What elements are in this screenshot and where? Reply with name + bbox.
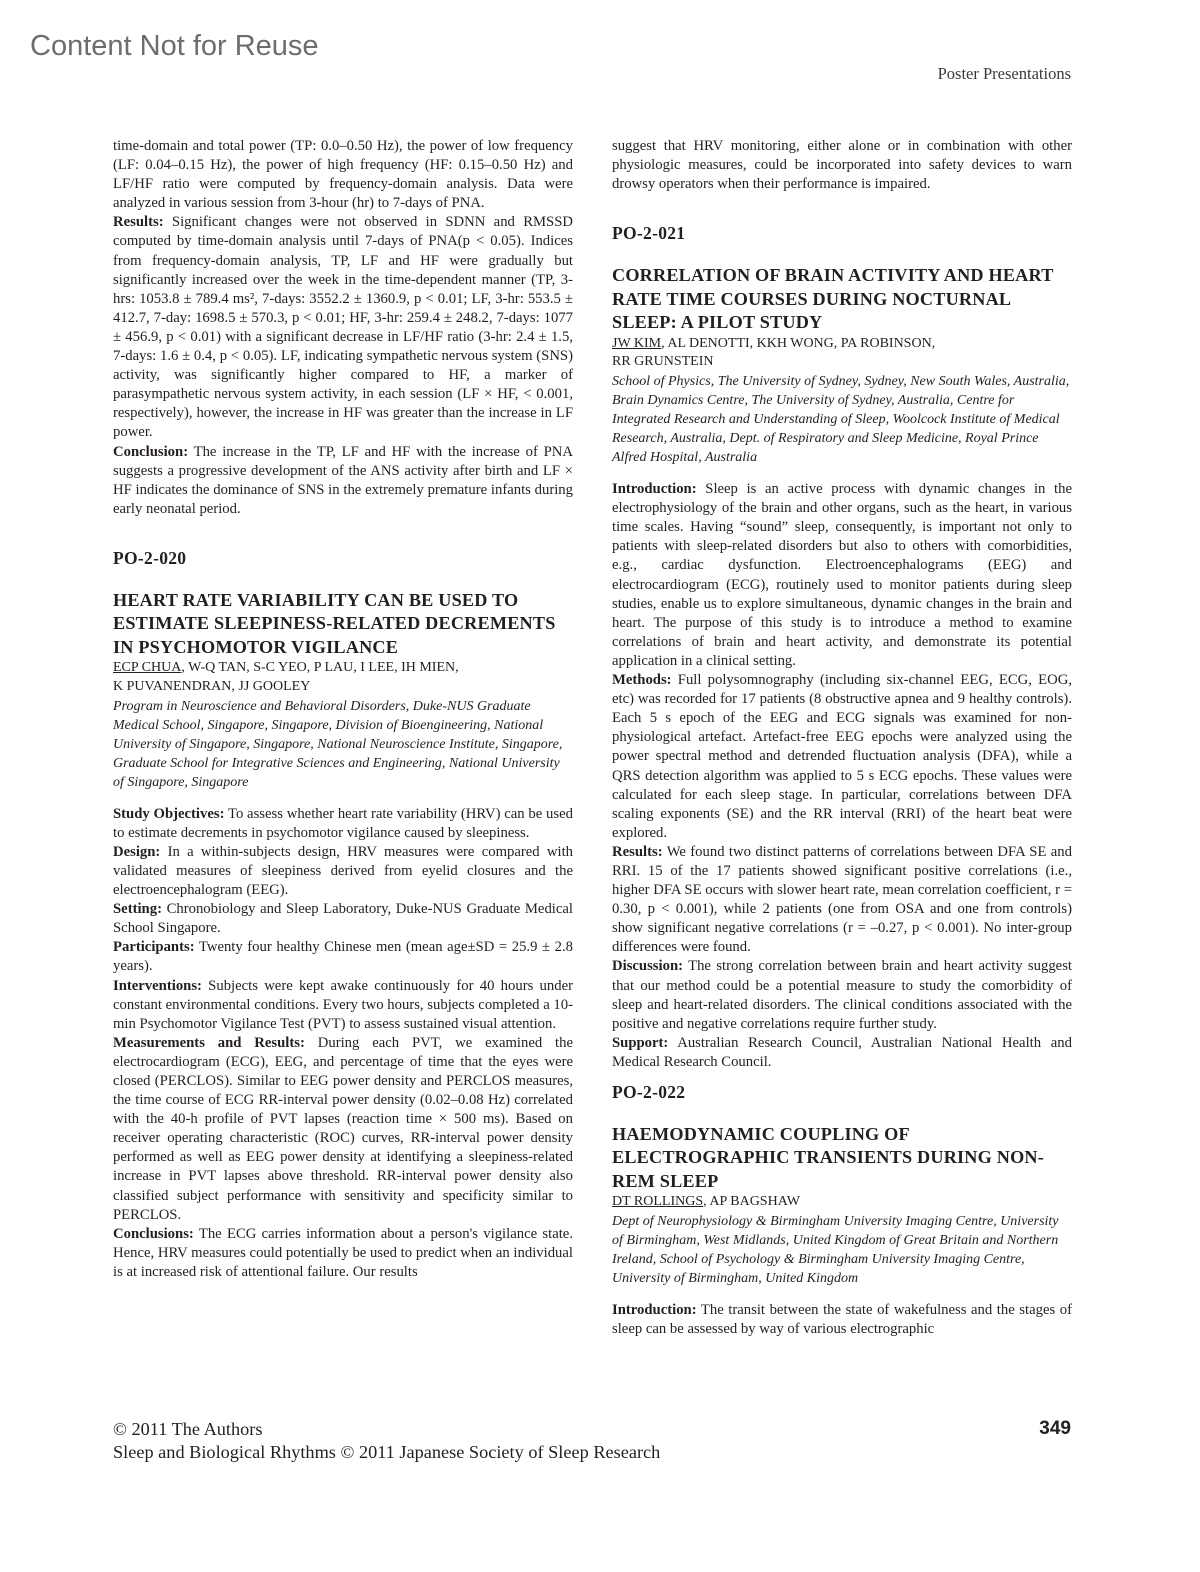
watermark: Content Not for Reuse — [30, 30, 319, 62]
abstract-title: HEART RATE VARIABILITY CAN BE USED TO ESTIMATE SLEEPINESS-RELATED DECREMENTS IN PSYCHOMOTOR VIGILANCE — [113, 589, 556, 657]
author-list — [113, 659, 573, 697]
continuation-paragraph: suggest that HRV monitoring, either alone or in combination with other physiologic measures, could be incorporated into safety devices to warn drowsy operators when their performance is impaired. — [612, 138, 1072, 193]
author-list — [612, 335, 1072, 373]
abstract-section — [113, 843, 573, 900]
section-label: Study Objectives: — [113, 805, 225, 822]
abstract-section — [612, 957, 1072, 1033]
section-text: The increase in the TP, LF and HF with the increase of PNA suggests a progressive development of the ANS activity after birth and LF × HF indicates the dominance of SNS in the extremely premature infants during early neonatal period. — [113, 443, 573, 517]
abstract-id: PO-2-022 — [612, 1082, 686, 1102]
section-label: Measurements and Results: — [113, 1034, 305, 1051]
continuation-paragraph: time-domain and total power (TP: 0.0–0.50 Hz), the power of low frequency (LF: 0.04–0.15 Hz), the power of high frequency (HF: 0.15–0.50 Hz) and LF/HF ratio were computed by frequency-domain analysis. Data were analyzed in various session from 3-hour (hr) to 7-days of PNA. — [113, 138, 573, 212]
presenting-author: ECP CHUA — [113, 660, 182, 676]
running-head: Poster Presentations — [937, 64, 1071, 83]
section-label: Conclusion: — [113, 443, 189, 460]
affiliations: School of Physics, The University of Sydney, Sydney, New South Wales, Australia, Brain Dynamics Centre, The University of Sydney, Australia, Centre for Integrated Research and Understanding of Sleep, Woolcock Institute of Medical Research, Australia, Dept. of Respiratory and Sleep Medicine, Royal Prince Alfred Hospital, Australia — [612, 374, 1070, 466]
presenting-author: JW KIM — [612, 335, 662, 351]
author-list-rest: , AL DENOTTI, KKH WONG, PA ROBINSON, — [661, 335, 936, 351]
results-paragraph — [113, 213, 573, 442]
abstract-id: PO-2-021 — [612, 223, 686, 244]
section-text: Full polysomnography (including six-channel EEG, ECG, EOG, etc) was recorded for 17 patients (8 obstructive apnea and 9 healthy controls). Each 5 s epoch of the EEG and ECG signals was examined for non-physiological artefact. Artefact-free EEG epochs were analyzed using the power spectral method and detrended fluctuation analysis (DFA), while a QRS detection algorithm was applied to 5 s ECG epochs. These values were calculated for each sleep stage. In particular, correlations between DFA scaling exponents (SE) and the RR interval (RRI) of the heart beat were explored. — [612, 672, 1072, 841]
left-column — [113, 137, 573, 1282]
right-column — [612, 137, 1072, 1339]
section-label: Conclusions: — [113, 1225, 194, 1242]
section-text: Chronobiology and Sleep Laboratory, Duke-NUS Graduate Medical School Singapore. — [113, 901, 573, 937]
section-text: Australian Research Council, Australian National Health and Medical Research Council. — [612, 1034, 1072, 1070]
section-text: Twenty four healthy Chinese men (mean age±SD = 25.9 ± 2.8 years). — [113, 939, 573, 975]
section-text: The ECG carries information about a person's vigilance state. Hence, HRV measures could potentially be used to predict when an individual is at increased risk of attentional failure. Our results — [113, 1225, 573, 1280]
section-label: Participants: — [113, 939, 195, 956]
author-list-rest: , W-Q TAN, S-C YEO, P LAU, I LEE, IH MIEN, — [181, 660, 459, 676]
abstract-section — [113, 1034, 573, 1225]
section-text: During each PVT, we examined the electrocardiogram (ECG), EEG, and percentage of time that the eyes were closed (PERCLOS). Similar to EEG power density and PERCLOS measures, the time course of ECG RR-interval power density (0.02–0.08 Hz) correlated with the 40-h profile of PVT lapses (reaction time × 500 ms). Based on receiver operating characteristic (ROC) curves, RR-interval power density performed as well as EEG power density at identifying a sleepiness-related increase in PVT lapses above threshold. RR-interval power density also classified subject performance with sensitivity and specificity similar to PERCLOS. — [113, 1034, 573, 1223]
section-label: Interventions: — [113, 977, 202, 994]
section-label: Discussion: — [612, 958, 684, 975]
affiliations: Dept of Neurophysiology & Birmingham University Imaging Centre, University of Birmingham, West Midlands, United Kingdom of Great Britain and Northern Ireland, School of Psychology & Birmingham University Imaging Centre, University of Birmingham, United Kingdom — [612, 1214, 1059, 1287]
section-text: In a within-subjects design, HRV measures were compared with validated measures of sleepiness derived from eyelid closures and the electroencephalogram (EEG). — [113, 843, 573, 899]
presenting-author: DT ROLLINGS — [612, 1194, 704, 1210]
affiliations: Program in Neuroscience and Behavioral Disorders, Duke-NUS Graduate Medical School, Singapore, Singapore, Division of Bioengineering, National University of Singapore, Singapore, National Neuroscience Institute, Singapore, Graduate School for Integrative Sciences and Engineering, National University of Singapore, Singapore — [113, 698, 563, 790]
section-text: Significant changes were not observed in SDNN and RMSSD computed by time-domain analysis until 7-days of PNA(p < 0.05). Indices from frequency-domain analysis, TP, LF and HF were gradually but significantly increased over the week in the time-dependent manner (TP, 3-hrs: 1053.8 ± 789.4 ms², 7-days: 3552.2 ± 1360.9, p < 0.01; LF, 3-hr: 553.5 ± 412.7, 7-day: 1698.5 ± 570.3, p < 0.01; HF, 3-hr: 259.4 ± 248.2, 7-days: 1077 ± 456.9, p < 0.01) with a significant decrease in LF/HF ratio (3-hr: 2.4 ± 1.5, 7-days: 1.6 ± 0.4, p < 0.05). LF, indicating sympathetic nervous system (SNS) activity, was significantly higher compared to HF, a marker of parasympathetic nervous system activity, in each session (LF × HF, < 0.001, respectively), however, the increase in HF was greater than the increase in LF power. — [113, 214, 573, 441]
abstract-section — [113, 977, 573, 1034]
abstract-title: CORRELATION OF BRAIN ACTIVITY AND HEART RATE TIME COURSES DURING NOCTURNAL SLEEP: A PILOT STUDY — [612, 265, 1054, 333]
section-label: Results: — [113, 214, 164, 231]
footer-credits — [113, 1418, 660, 1464]
section-text: To assess whether heart rate variability (HRV) can be used to estimate decrements in psychomotor vigilance caused by sleepiness. — [113, 805, 573, 841]
copyright-line: © 2011 The Authors — [113, 1419, 263, 1439]
author-list — [612, 1193, 1072, 1212]
abstract-section — [612, 843, 1072, 958]
section-text: The strong correlation between brain and heart activity suggest that our method could be a potential measure to study the comorbidity of sleep and heart-related disorders. The clinical conditions associated with the positive and negative correlations require further study. — [612, 958, 1072, 1032]
author-list-rest: , AP BAGSHAW — [703, 1194, 800, 1210]
abstract-body — [113, 805, 573, 1282]
author-list-line2: RR GRUNSTEIN — [612, 354, 714, 370]
section-text: Subjects were kept awake continuously for 40 hours under constant environmental conditions. Every two hours, subjects completed a 10-min Psychomotor Vigilance Test (PVT) to assess sustained visual attention. — [113, 977, 573, 1032]
section-label: Methods: — [612, 672, 672, 689]
abstract-section — [113, 805, 573, 843]
abstract-section — [113, 938, 573, 976]
section-label: Setting: — [113, 901, 162, 918]
abstract-id: PO-2-020 — [113, 547, 187, 568]
abstract-title: HAEMODYNAMIC COUPLING OF ELECTROGRAPHIC TRANSIENTS DURING NON-REM SLEEP — [612, 1124, 1045, 1191]
journal-line: Sleep and Biological Rhythms © 2011 Japanese Society of Sleep Research — [113, 1442, 661, 1462]
abstract-section — [612, 1034, 1072, 1072]
page-number: 349 — [1039, 1418, 1071, 1439]
section-text: Sleep is an active process with dynamic changes in the electrophysiology of the brain and other organs, such as the heart, in various time scales. Having “sound” sleep, consequently, is important not only to patients with sleep-related disorders but also to others with comorbidities, e.g., cardiac dysfunction. Electroencephalograms (EEG) and electrocardiogram (ECG), routinely used to monitor patients during sleep studies, enable us to explore simultaneous, dynamic changes in the brain and heart. The purpose of this study is to introduce a method to examine correlations of brain and heart activity, and demonstrate its potential application in a clinical setting. — [612, 481, 1072, 669]
abstract-section — [113, 1225, 573, 1282]
abstract-section — [612, 480, 1072, 671]
abstract-body — [612, 480, 1072, 1072]
conclusion-paragraph — [113, 443, 573, 519]
section-label: Introduction: — [612, 481, 697, 498]
section-text: We found two distinct patterns of correlations between DFA SE and RRI. 15 of the 17 patients showed significant positive correlations (i.e., higher DFA SE occurs with slower heart rate, mean correlation coefficient, r = 0.30, p < 0.001), while 2 patients (one from OSA and one from controls) show significant negative correlations (r = –0.27, p < 0.001). No inter-group differences were found. — [612, 843, 1072, 956]
abstract-section — [113, 900, 573, 938]
section-label: Design: — [113, 843, 161, 860]
abstract-section — [612, 671, 1072, 843]
abstract-section — [612, 1301, 1072, 1339]
section-label: Introduction: — [612, 1302, 697, 1319]
section-text: The transit between the state of wakefulness and the stages of sleep can be assessed by way of various electrographic — [612, 1302, 1072, 1338]
section-label: Support: — [612, 1034, 669, 1051]
author-list-line2: K PUVANENDRAN, JJ GOOLEY — [113, 678, 311, 694]
section-label: Results: — [612, 843, 663, 860]
